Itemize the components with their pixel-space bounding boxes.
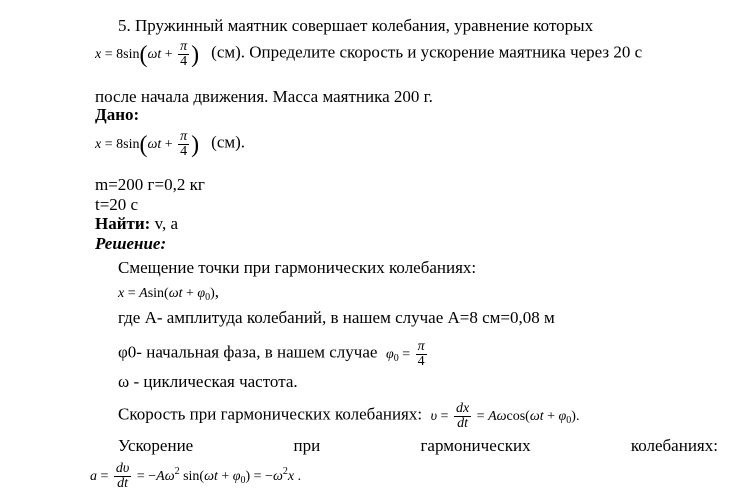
given-equation-line — [95, 130, 245, 159]
find-line — [95, 214, 178, 234]
accel-word-4: колебаниях: — [630, 436, 718, 455]
task-line3: после начала движения. Масса маятника 200 г. — [95, 87, 433, 106]
formula-displacement-general: $x = Asin(\omega t + \varphi_0)$, — [118, 282, 220, 303]
solution-p2: где А- амплитуда колебаний, в нашем случае А=8 см=0,08 м — [118, 308, 555, 327]
task-eq-unit: (см). Определите скорость и ускорение маятника через 20 с — [211, 42, 643, 62]
find-heading: Найти: — [95, 214, 151, 233]
task-intro: 5. Пружинный маятник совершает колебания, уравнение которых — [118, 16, 594, 35]
task-equation-line — [95, 40, 642, 69]
accel-word-3: гармонических — [420, 436, 531, 455]
formula-velocity: υ = $\frac{dx}{dt}$ = $A\omega\cos(\omega t + \varphi_0)$. — [430, 401, 580, 431]
given-mass: m=200 г=0,2 кг — [95, 175, 205, 194]
given-eq-unit: (см). — [211, 132, 246, 152]
solution-p1: Смещение точки при гармонических колебаниях: — [118, 258, 477, 277]
formula-acceleration: a = $\frac{d\upsilon}{dt}$ = $-A\omega^2$ $\sin(\omega t + \varphi_0) = -\omega^2x$ . — [90, 461, 302, 492]
equation-displacement: x = 8sin(ωt + $\frac{\pi}{4}$ ) — [95, 39, 200, 69]
formula-phase: $\varphi_0$ = $\frac{\pi}{4}$ — [385, 339, 425, 369]
given-heading: Дано: — [95, 105, 140, 124]
accel-word-2: при — [293, 436, 321, 455]
accel-word-1: Ускорение — [118, 436, 194, 455]
solution-heading: Решение: — [95, 234, 167, 253]
phase-line — [118, 340, 429, 369]
find-value: v, a — [154, 214, 179, 233]
solution-p5: Скорость при гармонических колебаниях: — [118, 404, 423, 424]
given-equation: x = 8sin(ωt + $\frac{\pi}{4}$ ) — [95, 129, 200, 159]
accel-line — [118, 436, 718, 456]
velocity-line — [118, 402, 579, 431]
solution-p4: ω - циклическая частота. — [118, 372, 298, 391]
solution-p3: φ0- начальная фаза, в нашем случае — [118, 342, 378, 362]
given-time: t=20 с — [95, 195, 139, 214]
